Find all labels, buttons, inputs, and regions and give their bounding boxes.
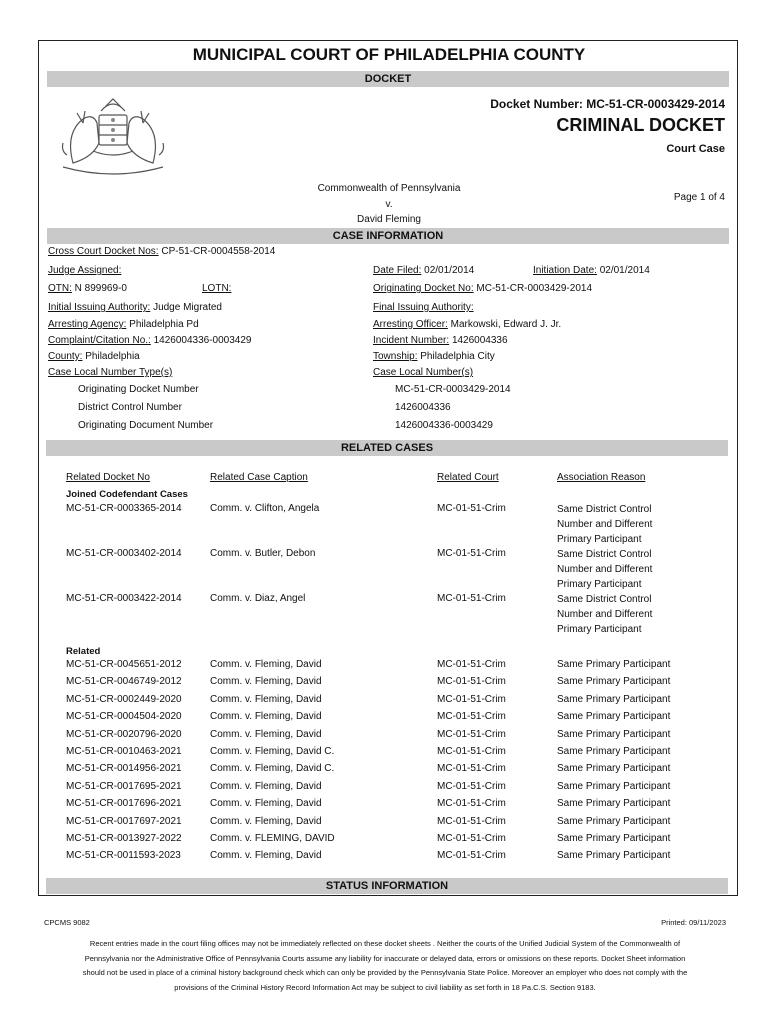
originating-docket-value: MC-51-CR-0003429-2014 [476,283,593,294]
joined-reason-line: Primary Participant [557,534,642,545]
related-caption: Comm. v. Fleming, David [210,711,322,723]
complaint-label: Complaint/Citation No.: [48,335,151,346]
complaint-row [48,335,252,346]
initial-authority-row [48,302,222,313]
related-court: MC-01-51-Crim [437,763,506,775]
related-reason: Same Primary Participant [557,711,671,723]
joined-codefendant-title: Joined Codefendant Cases [66,489,188,500]
joined-reason-line: Number and Different [557,564,653,575]
case-information-band: CASE INFORMATION [47,228,729,244]
date-filed-label: Date Filed: [373,265,422,276]
related-docket: MC-51-CR-0046749-2012 [66,676,182,688]
related-reason: Same Primary Participant [557,676,671,688]
local-type-2: District Control Number [78,402,182,413]
case-type: Court Case [666,143,725,155]
related-reason: Same Primary Participant [557,798,671,810]
disclaimer-text: Recent entries made in the court filing offices may not be immediately reflected on these docket sheets . Neither the courts of the Unified Judicial System of the Commonwealth of Pennsylvania nor the Administrative Office of Pennsylvania Courts assume any liability for inaccurate or delayed data, errors or omissions on these reports. Docket Sheet information should not be used in place of a criminal history background check which can only be provided by the Pennsylvania State Police. Moreover an employer who does not comply with the provisions of the Criminal History Record Information Act may be subject to civil liability as set forth in 18 Pa.C.S. Section 9183. [82,939,688,992]
joined-reason-line: Primary Participant [557,624,642,635]
judge-label: Judge Assigned: [48,265,122,276]
arresting-officer-label: Arresting Officer: [373,319,448,330]
incident-value: 1426004336 [451,335,508,346]
related-docket: MC-51-CR-0004504-2020 [66,711,182,723]
related-court: MC-01-51-Crim [437,659,506,670]
caption-line-1: Commonwealth of Pennsylvania [317,183,461,194]
otn-label: OTN: [48,283,72,294]
related-court: MC-01-51-Crim [437,728,506,740]
date-filed-row [373,265,474,276]
incident-label: Incident Number: [373,335,450,346]
related-docket: MC-51-CR-0020796-2020 [66,728,182,740]
cross-court-row [48,246,275,257]
arresting-agency-value: Philadelphia Pd [129,319,199,330]
related-docket: MC-51-CR-0017695-2021 [66,780,182,792]
related-caption: Comm. v. FLEMING, DAVID [210,833,335,844]
related-court: MC-01-51-Crim [437,798,506,810]
township-row [373,351,495,362]
related-court: MC-01-51-Crim [437,815,506,827]
initiation-row [533,265,650,276]
related-reason: Same Primary Participant [557,746,671,757]
related-docket: MC-51-CR-0010463-2021 [66,746,182,757]
township-label: Township: [373,351,418,362]
header-related-caption: Related Case Caption [210,472,308,483]
final-authority-label: Final Issuing Authority: [373,302,474,313]
joined-court: MC-01-51-Crim [437,503,506,514]
joined-court: MC-01-51-Crim [437,548,506,559]
related-court: MC-01-51-Crim [437,833,506,844]
county-label: County: [48,351,83,362]
township-value: Philadelphia City [420,351,495,362]
joined-docket: MC-51-CR-0003422-2014 [66,593,182,604]
docket-type: CRIMINAL DOCKET [556,115,725,135]
arresting-officer-value: Markowski, Edward J. Jr. [450,319,562,330]
header-association-reason: Association Reason [557,472,646,483]
related-docket: MC-51-CR-0013927-2022 [66,833,182,844]
court-title: MUNICIPAL COURT OF PHILADELPHIA COUNTY [192,45,586,64]
related-reason: Same Primary Participant [557,728,671,740]
local-number-3: 1426004336-0003429 [395,420,493,431]
related-reason: Same Primary Participant [557,693,671,705]
related-caption: Comm. v. Fleming, David [210,780,322,792]
related-caption: Comm. v. Fleming, David C. [210,763,335,775]
related-court: MC-01-51-Crim [437,676,506,688]
county-value: Philadelphia [85,351,140,362]
status-information-band: STATUS INFORMATION [46,878,728,894]
joined-reason-line: Primary Participant [557,579,642,590]
complaint-value: 1426004336-0003429 [153,335,252,346]
related-court: MC-01-51-Crim [437,693,506,705]
arresting-officer-row [373,319,561,330]
related-court: MC-01-51-Crim [437,746,506,757]
related-court: MC-01-51-Crim [437,850,506,862]
related-reason: Same Primary Participant [557,815,671,827]
cross-court-value: CP-51-CR-0004558-2014 [161,246,276,257]
local-number-1: MC-51-CR-0003429-2014 [395,384,511,395]
lotn-label: LOTN: [202,283,232,294]
related-docket: MC-51-CR-0017697-2021 [66,815,182,827]
joined-caption: Comm. v. Butler, Debon [210,548,316,559]
related-docket: MC-51-CR-0014956-2021 [66,763,182,775]
related-docket: MC-51-CR-0002449-2020 [66,693,182,705]
incident-row [373,335,508,346]
related-caption: Comm. v. Fleming, David [210,659,322,670]
related-docket: MC-51-CR-0017696-2021 [66,798,182,810]
joined-caption: Comm. v. Clifton, Angela [210,503,320,514]
related-title: Related [66,646,101,657]
county-row [48,351,140,362]
related-court: MC-01-51-Crim [437,711,506,723]
originating-docket-row [373,283,592,294]
related-docket: MC-51-CR-0011593-2023 [66,850,181,862]
otn-value: N 899969-0 [74,283,127,294]
joined-reason-line: Same District Control [557,549,652,560]
joined-reason-line: Number and Different [557,609,653,620]
joined-docket: MC-51-CR-0003402-2014 [66,548,182,559]
related-caption: Comm. v. Fleming, David [210,798,322,810]
caption-line-2: v. [385,199,393,210]
local-numbers-label: Case Local Number(s) [373,367,474,378]
related-reason: Same Primary Participant [557,850,671,862]
originating-docket-label: Originating Docket No: [373,283,474,294]
related-reason: Same Primary Participant [557,763,671,775]
local-type-3: Originating Document Number [78,420,214,431]
local-number-2: 1426004336 [395,402,451,413]
otn-row [48,283,127,294]
initiation-label: Initiation Date: [533,265,597,276]
related-caption: Comm. v. Fleming, David [210,693,322,705]
header-related-court: Related Court [437,472,499,483]
joined-caption: Comm. v. Diaz, Angel [210,593,306,604]
related-caption: Comm. v. Fleming, David C. [210,746,335,757]
caption-line-3: David Fleming [357,214,421,225]
arresting-agency-label: Arresting Agency: [48,319,127,330]
local-type-1: Originating Docket Number [78,384,199,395]
initial-authority-label: Initial Issuing Authority: [48,302,151,313]
related-caption: Comm. v. Fleming, David [210,815,322,827]
initiation-value: 02/01/2014 [599,265,650,276]
docket-number: Docket Number: MC-51-CR-0003429-2014 [490,97,725,111]
cross-court-label: Cross Court Docket Nos: [48,246,159,257]
related-caption: Comm. v. Fleming, David [210,676,322,688]
related-reason: Same Primary Participant [557,833,671,844]
related-caption: Comm. v. Fleming, David [210,850,322,862]
date-filed-value: 02/01/2014 [424,265,475,276]
header-related-docket: Related Docket No [66,472,150,483]
related-court: MC-01-51-Crim [437,780,506,792]
docket-band: DOCKET [47,71,729,87]
local-types-label: Case Local Number Type(s) [48,367,173,378]
joined-docket: MC-51-CR-0003365-2014 [66,503,182,514]
pennsylvania-seal-icon [53,93,173,178]
related-docket: MC-51-CR-0045651-2012 [66,659,182,670]
joined-reason-line: Same District Control [557,504,652,515]
initial-authority-value: Judge Migrated [153,302,222,313]
form-code: CPCMS 9082 [44,918,90,927]
related-cases-band: RELATED CASES [46,440,728,456]
joined-court: MC-01-51-Crim [437,593,506,604]
joined-reason-line: Same District Control [557,594,652,605]
printed-date: Printed: 09/11/2023 [661,918,726,927]
arresting-agency-row [48,319,199,330]
page-indicator: Page 1 of 4 [673,192,725,203]
joined-reason-line: Number and Different [557,519,653,530]
related-reason: Same Primary Participant [557,659,671,670]
related-caption: Comm. v. Fleming, David [210,728,322,740]
related-reason: Same Primary Participant [557,780,671,792]
